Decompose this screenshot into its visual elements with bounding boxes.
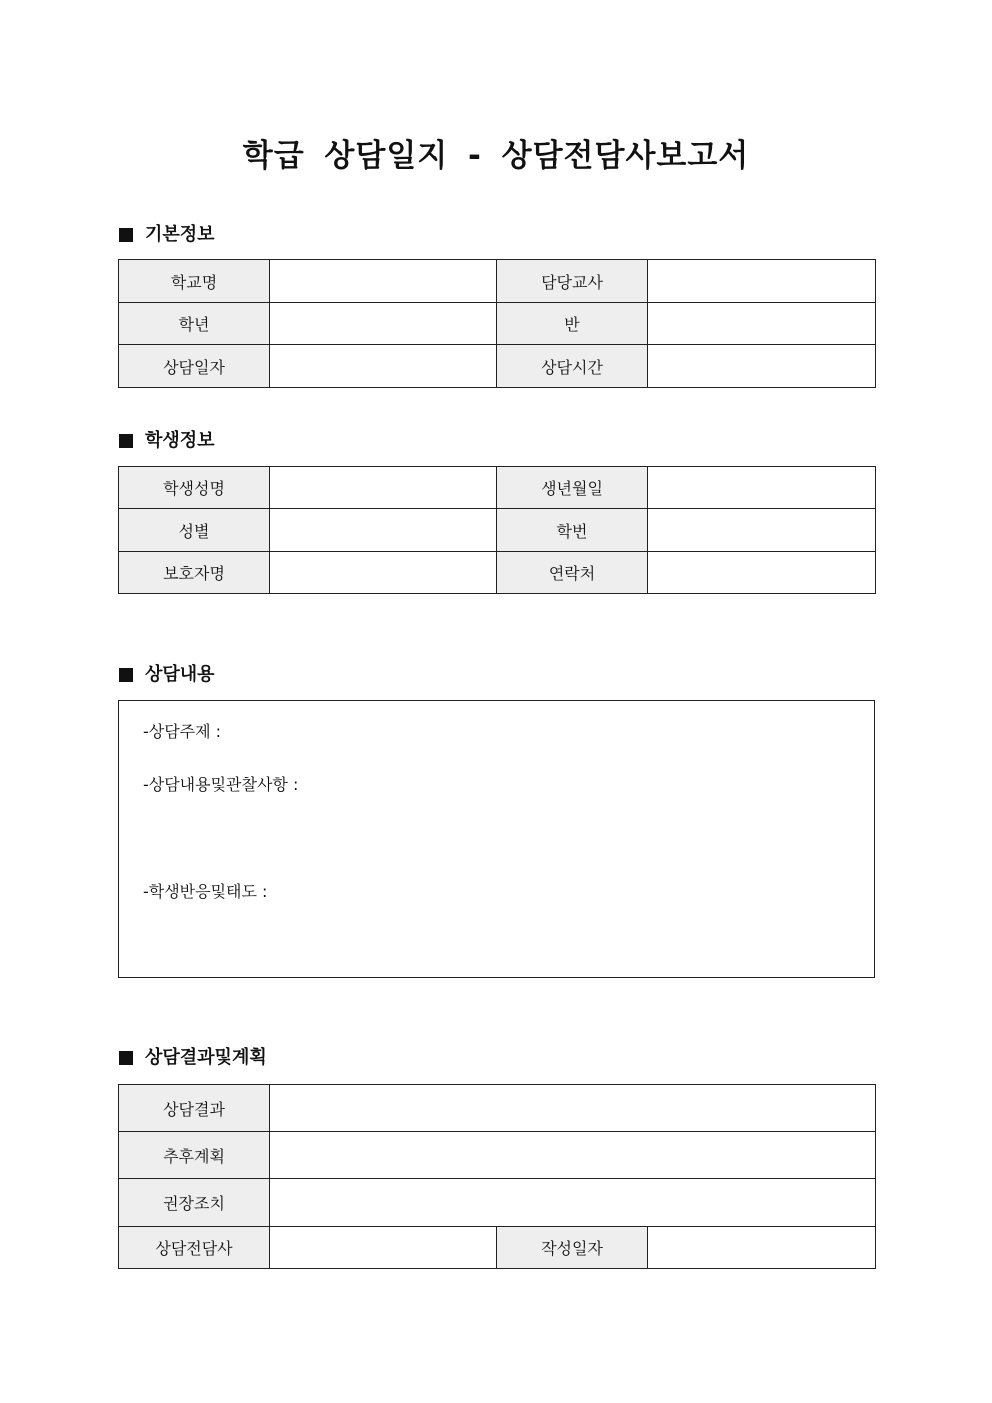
grade-label: 학년 [119, 303, 270, 345]
section-heading-label: 기본정보 [145, 224, 215, 245]
class-label: 반 [497, 303, 648, 345]
section-heading-result-plan [119, 1046, 267, 1070]
table-row [119, 1132, 876, 1179]
square-bullet-icon [119, 228, 133, 242]
square-bullet-icon [119, 434, 133, 448]
table-row [119, 260, 876, 303]
basic-info-table [118, 259, 876, 388]
counselor-label: 상담전담사 [119, 1227, 270, 1269]
student-name-field[interactable] [270, 467, 497, 509]
counseling-time-label: 상담시간 [497, 345, 648, 388]
counseling-observation-label: -상담내용및관찰사항 : [143, 775, 299, 794]
square-bullet-icon [119, 1051, 133, 1065]
counseling-date-field[interactable] [270, 345, 497, 388]
counseling-date-label: 상담일자 [119, 345, 270, 388]
class-field[interactable] [648, 303, 876, 345]
school-name-field[interactable] [270, 260, 497, 303]
school-name-label: 학교명 [119, 260, 270, 303]
document-title: 학급 상담일지 - 상담전담사보고서 [242, 138, 750, 174]
birthdate-label: 생년월일 [497, 467, 648, 509]
table-row [119, 1227, 876, 1269]
guardian-name-field[interactable] [270, 552, 497, 594]
counseling-result-field[interactable] [270, 1085, 876, 1132]
table-row [119, 345, 876, 388]
grade-field[interactable] [270, 303, 497, 345]
counseling-content-box[interactable] [118, 700, 875, 978]
section-heading-label: 학생정보 [145, 430, 215, 451]
counseling-result-label: 상담결과 [119, 1085, 270, 1132]
recommended-action-label: 권장조치 [119, 1179, 270, 1227]
section-heading-label: 상담내용 [145, 664, 215, 685]
student-name-label: 학생성명 [119, 467, 270, 509]
guardian-name-label: 보호자명 [119, 552, 270, 594]
teacher-field[interactable] [648, 260, 876, 303]
written-date-field[interactable] [648, 1227, 876, 1269]
student-info-table [118, 466, 876, 594]
gender-field[interactable] [270, 509, 497, 552]
table-row [119, 552, 876, 594]
teacher-label: 담당교사 [497, 260, 648, 303]
result-plan-table [118, 1084, 876, 1269]
table-row [119, 1179, 876, 1227]
birthdate-field[interactable] [648, 467, 876, 509]
square-bullet-icon [119, 668, 133, 682]
student-reaction-label: -학생반응및태도 : [143, 882, 268, 901]
section-heading-basic-info [119, 223, 215, 247]
counselor-field[interactable] [270, 1227, 497, 1269]
counseling-topic-label: -상담주제 : [143, 722, 222, 741]
gender-label: 성별 [119, 509, 270, 552]
table-row [119, 467, 876, 509]
follow-up-plan-label: 추후계획 [119, 1132, 270, 1179]
written-date-label: 작성일자 [497, 1227, 648, 1269]
table-row [119, 303, 876, 345]
contact-label: 연락처 [497, 552, 648, 594]
student-number-label: 학번 [497, 509, 648, 552]
recommended-action-field[interactable] [270, 1179, 876, 1227]
follow-up-plan-field[interactable] [270, 1132, 876, 1179]
section-heading-student-info [119, 429, 215, 453]
contact-field[interactable] [648, 552, 876, 594]
section-heading-counseling-content [119, 663, 215, 687]
table-row [119, 509, 876, 552]
counseling-time-field[interactable] [648, 345, 876, 388]
table-row [119, 1085, 876, 1132]
section-heading-label: 상담결과및계획 [145, 1047, 267, 1068]
student-number-field[interactable] [648, 509, 876, 552]
